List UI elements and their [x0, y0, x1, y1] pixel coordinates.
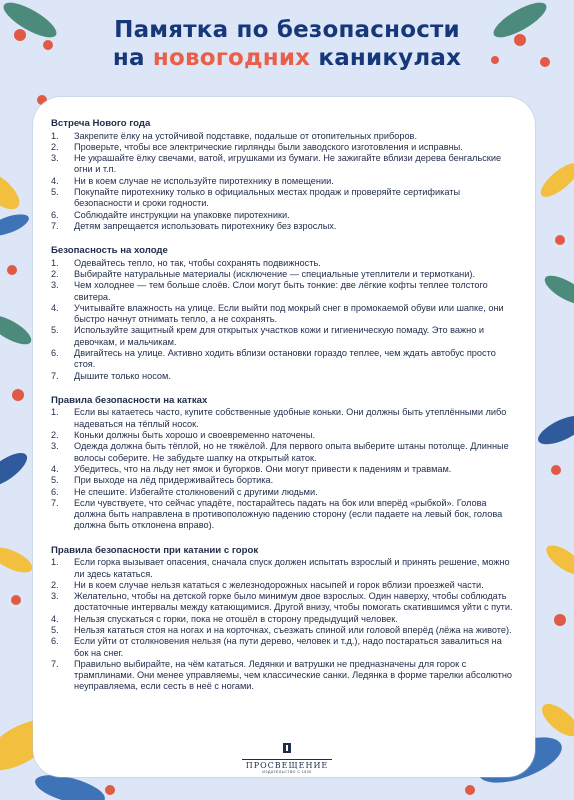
leaf-decor [542, 540, 574, 580]
list-item: 3. Желательно, чтобы на детской горке было минимум двое взрослых. Один наверху, чтобы соблюдать достаточные интервалы между катающимися. Другой внизу, чтобы помогать скатившимся уйти с пути. [51, 591, 513, 613]
section-cold [51, 245, 517, 382]
rules-list [51, 557, 517, 693]
berry-decor [11, 595, 21, 605]
section-title: Безопасность на холоде [51, 245, 168, 257]
title-line-2 [0, 44, 574, 72]
list-item: 4. Ни в коем случае не используйте пиротехнику в помещении. [51, 175, 334, 186]
list-item: 2. Выбирайте натуральные материалы (исключение — специальные утеплители и термоткани). [51, 268, 475, 279]
list-item: 3. Одежда должна быть тёплой, но не тяжёлой. Для первого опыта выберите штаны потолще. Длинные волосы соберите. Не забудьте шапку на открытый каток. [51, 441, 509, 463]
berry-decor [555, 235, 565, 245]
memo-card [33, 97, 535, 777]
list-item: 3. Не украшайте ёлку свечами, ватой, игрушками из бумаги. Не зажигайте вблизи дерева бенгальские огни и т.п. [51, 153, 502, 175]
leaf-decor [0, 310, 35, 350]
berry-decor [554, 614, 566, 626]
list-item: 4. Убедитесь, что на льду нет ямок и бугорков. Они могут привести к падениям и травмам. [51, 463, 452, 474]
rules-list [51, 258, 517, 382]
list-item: 7. Дышите только носом. [51, 370, 171, 381]
list-item: 7. Детям запрещается использовать пиротехнику без взрослых. [51, 220, 337, 231]
list-item: 5. Используйте защитный крем для открытых участков кожи и гигиеническую помаду. Это важно и девочкам, и мальчикам. [51, 325, 485, 347]
list-item: 6. Двигайтесь на улице. Активно ходить вблизи остановки гораздо теплее, чем ждать автобус просто стоя. [51, 348, 496, 370]
leaf-decor [537, 698, 574, 742]
list-item: 6. Если уйти от столкновения нельзя (на пути дерево, человек и т.д.), надо постараться завалиться на бок на снег. [51, 636, 502, 658]
list-item: 7. Если чувствуете, что сейчас упадёте, постарайтесь падать на бок или вперёд «рыбкой». Голова должна быть направлена в противоположную падению сторону (если падаете на левый бок, голова должна быть отклонена вправо). [51, 497, 503, 531]
section-skating [51, 395, 517, 532]
list-item: 5. При выходе на лёд придерживайтесь бортика. [51, 475, 274, 486]
list-item: 2. Ни в коем случае нельзя кататься с железнодорожных насыпей и горок вблизи проезжей части. [51, 579, 484, 590]
section-title: Встреча Нового года [51, 118, 151, 129]
logo-subtitle: ИЗДАТЕЛЬСТВО С 1930 [262, 770, 312, 774]
list-item: 6. Не спешите. Избегайте столкновений с другими людьми. [51, 486, 318, 497]
page-title [0, 16, 574, 72]
title-accent: новогодних [152, 45, 311, 71]
leaf-decor [0, 164, 26, 216]
leaf-decor [0, 543, 36, 578]
list-item: 2. Коньки должны быть хорошо и своевременно наточены. [51, 430, 316, 441]
rules-list [51, 131, 517, 233]
list-item: 1. Закрепите ёлку на устойчивой подставке, подальше от отопительных приборов. [51, 130, 417, 141]
list-item: 7. Правильно выбирайте, на чём кататься. Ледянки и ватрушки не предназначены для горок с трамплинами. Они менее управляемы, чем классические санки. Ледянка в форме тарелки абсолютно неуправляема, если сесть в неё с ногами. [51, 658, 512, 692]
list-item: 5. Покупайте пиротехнику только в официальных местах продаж и проверяйте сертификаты безопасности и сроки годности. [51, 186, 461, 209]
berry-decor [551, 465, 561, 475]
leaf-decor [0, 210, 31, 240]
section-title: Правила безопасности на катках [51, 394, 208, 406]
list-item: 6. Соблюдайте инструкции на упаковке пиротехники. [51, 209, 290, 220]
berry-decor [465, 785, 475, 795]
rules-list [51, 407, 517, 531]
logo-divider [242, 759, 332, 760]
section-new-year [51, 118, 517, 232]
berry-decor [105, 785, 115, 795]
section-sledding [51, 545, 517, 693]
list-item: 1. Одевайтесь тепло, но так, чтобы сохранять подвижность. [51, 257, 321, 268]
berry-decor [7, 265, 17, 275]
list-item: 2. Проверьте, чтобы все электрические гирлянды были заводского изготовления и исправны. [51, 141, 463, 152]
berry-decor [12, 389, 24, 401]
list-item: 5. Нельзя кататься стоя на ногах и на корточках, съезжать спиной или головой вперёд (лёжа на животе). [51, 624, 512, 635]
leaf-decor [536, 158, 574, 203]
list-item: 3. Чем холоднее — тем больше слоёв. Слои могут быть тонкие: две лёгкие кофты теплее толстого свитера. [51, 280, 488, 302]
logo-name: ПРОСВЕЩЕНИЕ [245, 761, 329, 770]
book-logo-icon [283, 743, 291, 753]
title-suffix: каникулах [310, 45, 462, 71]
leaf-decor [541, 270, 574, 310]
list-item: 1. Если горка вызывает опасения, сначала спуск должен испытать взрослый и принять решение, можно ли здесь кататься. [51, 557, 510, 579]
list-item: 1. Если вы катаетесь часто, купите собственные удобные коньки. Они должны быть утеплёнными либо надеваться на тёплый носок. [51, 407, 507, 429]
title-prefix: на [112, 45, 153, 71]
leaf-decor [534, 410, 574, 450]
title-line-1: Памятка по безопасности [114, 17, 460, 43]
list-item: 4. Учитывайте влажность на улице. Если выйти под мокрый снег в промокаемой обуви или шапке, они быстро начнут отнимать тепло, а не сохранять. [51, 302, 504, 325]
publisher-logo [0, 740, 574, 774]
leaf-decor [0, 447, 32, 493]
list-item: 4. Нельзя спускаться с горки, пока не отошёл в сторону предыдущий человек. [51, 613, 398, 624]
section-title: Правила безопасности при катании с горок [51, 544, 259, 556]
